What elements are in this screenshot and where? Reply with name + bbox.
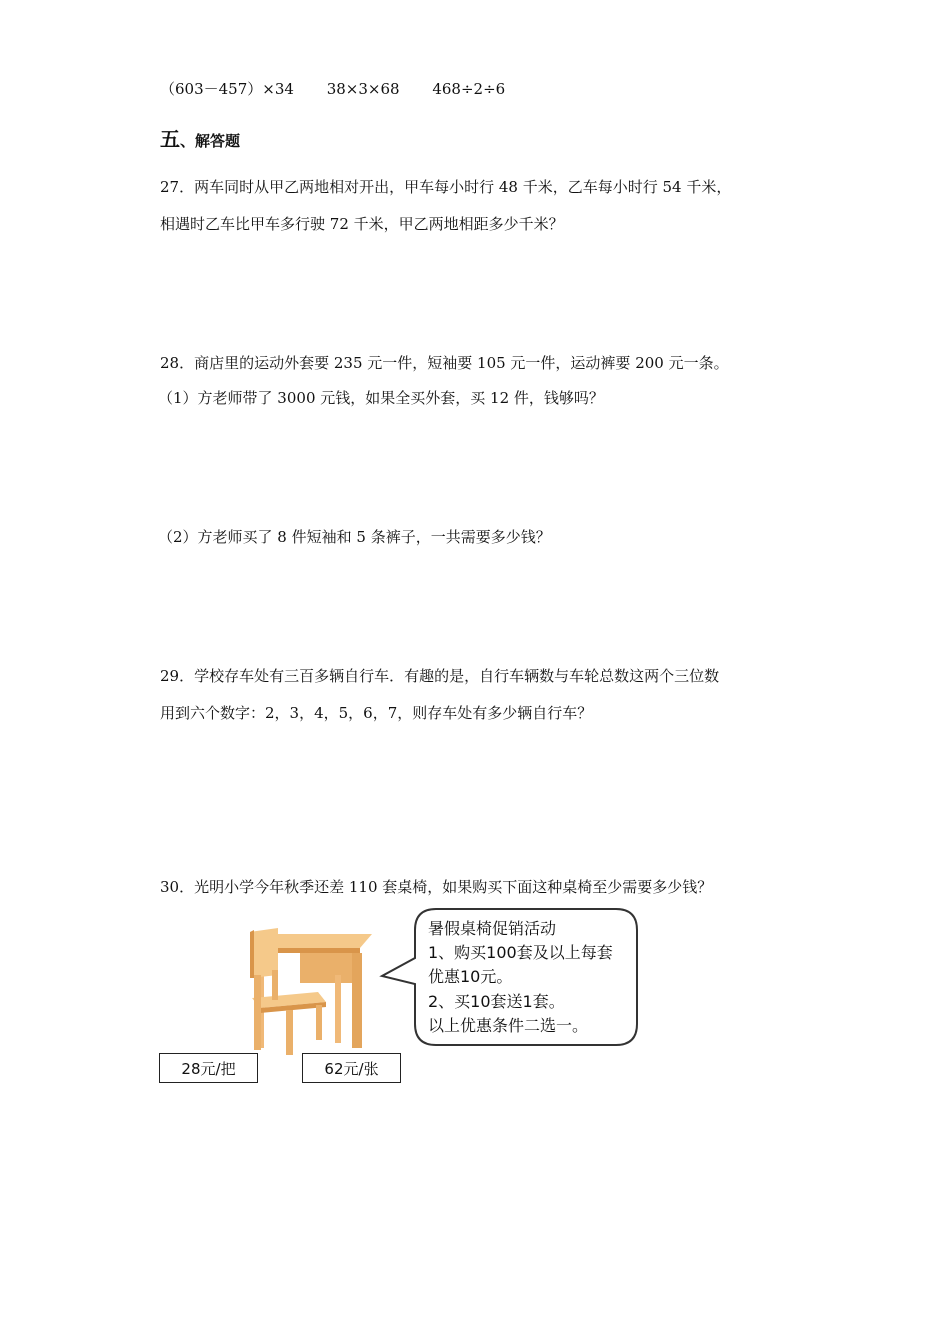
question-27-line-1: 27．两车同时从甲乙两地相对开出，甲车每小时行 48 千米，乙车每小时行 54 千米， (160, 178, 732, 196)
desk-price: 62元/张 (324, 1059, 379, 1078)
desk-price-box (302, 1053, 401, 1083)
desk-leg-right (335, 975, 341, 1043)
question-27-line-2: 相遇时乙车比甲车多行驶 72 千米，甲乙两地相距多少千米？ (160, 215, 564, 233)
question-28-part-2: （2）方老师买了 8 件短袖和 5 条裤子，一共需要多少钱？ (158, 528, 551, 546)
calc-expression-1: （603－457）×34 (160, 80, 294, 98)
question-28-line-1: 28．商店里的运动外套要 235 元一件，短袖要 105 元一件，运动裤要 200 元一条。 (160, 354, 729, 372)
desk-drawer (300, 953, 360, 983)
promo-rule-1: 1、购买100套及以上每套 (428, 943, 613, 962)
chair-price-box (159, 1053, 258, 1083)
desk-chair-illustration (240, 920, 380, 1055)
calculation-row (160, 79, 533, 99)
chair-leg-back-right (272, 970, 278, 1000)
section-heading (160, 126, 240, 154)
question-28-part-1: （1）方老师带了 3000 元钱，如果全买外套，买 12 件，钱够吗？ (158, 389, 604, 407)
promo-rule-1-cont: 优惠10元。 (428, 967, 513, 986)
calc-expression-2: 38×3×68 (326, 80, 400, 98)
chair-leg-back-left (254, 975, 261, 1050)
question-30-line-1: 30．光明小学今年秋季还差 110 套桌椅，如果购买下面这种桌椅至少需要多少钱？ (160, 878, 713, 896)
section-number: 五 (160, 127, 180, 151)
question-29-line-2: 用到六个数字：2，3，4，5，6，7，则存车处有多少辆自行车？ (160, 704, 593, 722)
chair-leg-front-left (286, 1010, 293, 1055)
question-29-line-1: 29．学校存车处有三百多辆自行车．有趣的是，自行车辆数与车轮总数这两个三位数 (160, 667, 720, 685)
promo-note: 以上优惠条件二选一。 (428, 1016, 589, 1035)
section-label: 、解答题 (180, 132, 241, 150)
promo-rule-2: 2、买10套送1套。 (428, 992, 565, 1011)
chair-price: 28元/把 (181, 1059, 236, 1078)
promo-title: 暑假桌椅促销活动 (428, 919, 557, 938)
calc-expression-3: 468÷2÷6 (432, 80, 506, 98)
desk-side-panel (352, 953, 362, 1048)
chair-leg-front-right (316, 1005, 322, 1040)
